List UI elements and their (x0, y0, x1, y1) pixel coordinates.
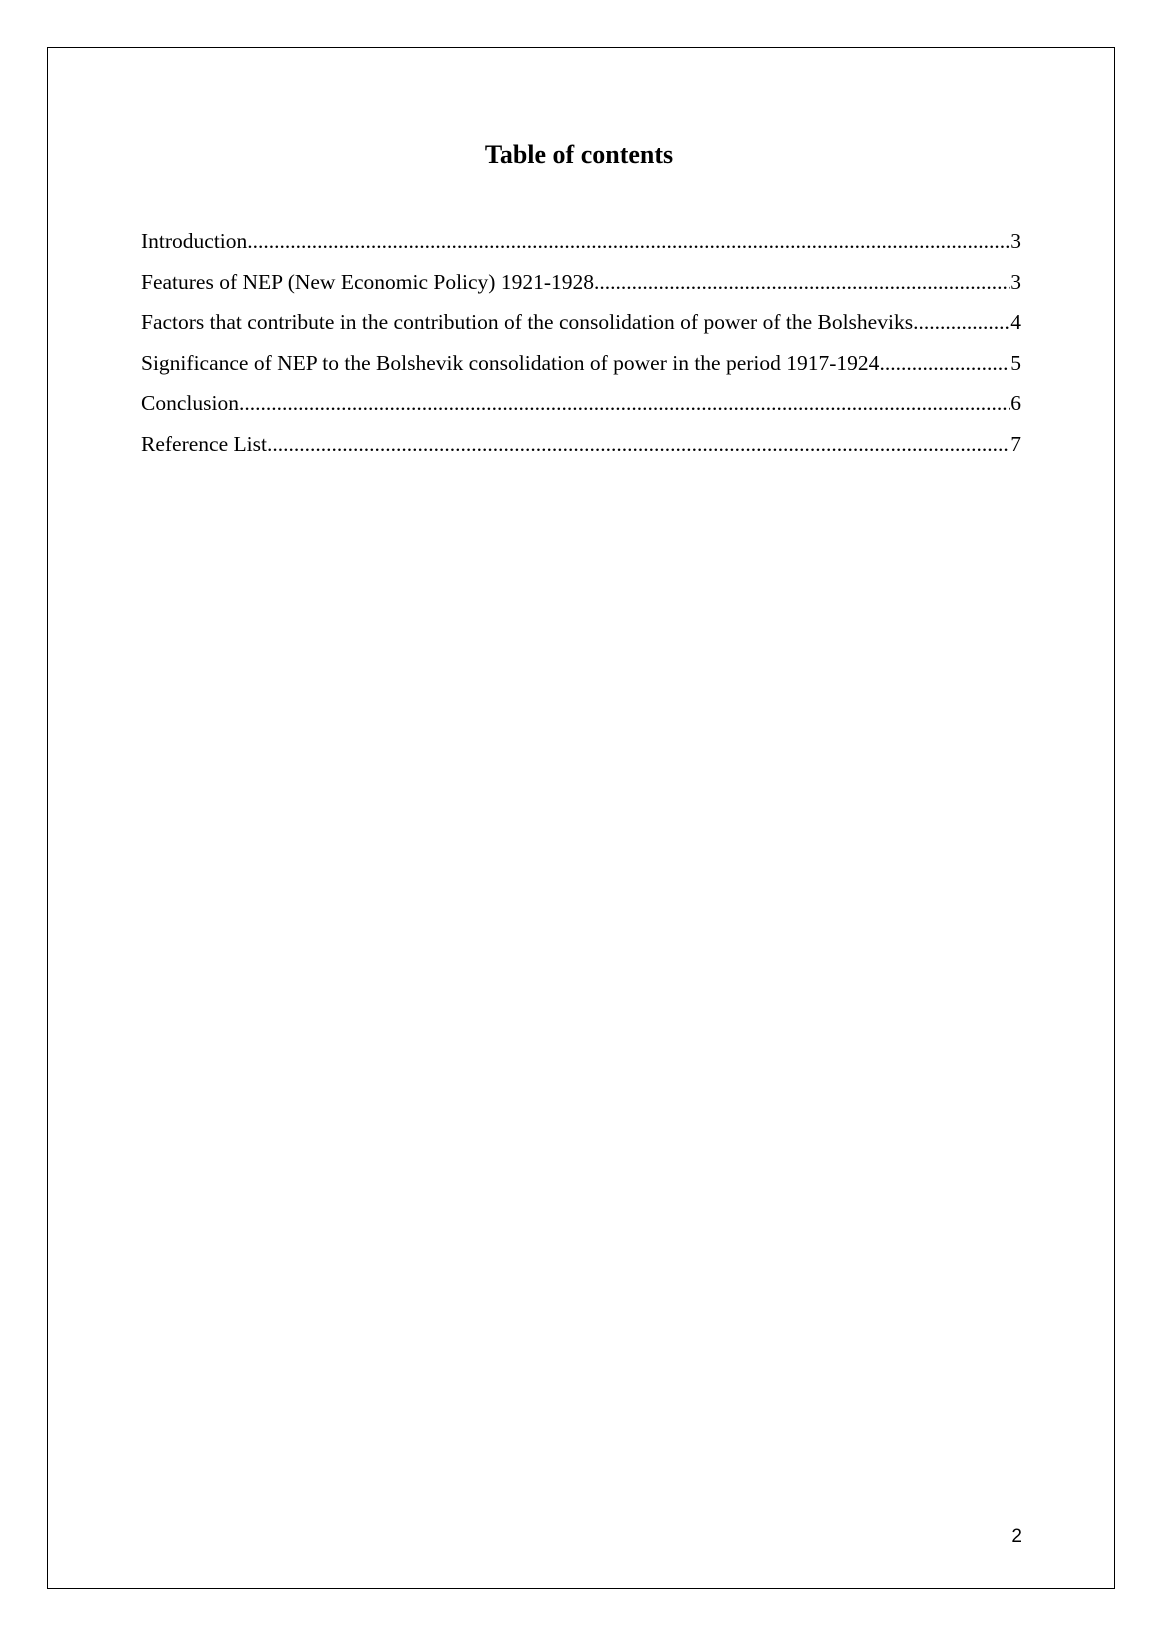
toc-entry-page: 5 (1010, 350, 1021, 375)
toc-entry-label: Significance of NEP to the Bolshevik consolidation of power in the period 1917-1924 (141, 350, 880, 375)
toc-dot-leader (239, 389, 1010, 417)
toc-dot-leader (267, 430, 1010, 458)
toc-dot-leader (247, 227, 1010, 255)
toc-entry-page: 4 (1010, 310, 1021, 334)
toc-entry-label: Features of NEP (New Economic Policy) 1921-1928 (141, 269, 595, 294)
toc-title: Table of contents (484, 140, 674, 169)
toc-entry-features-of-nep[interactable] (141, 268, 1021, 309)
toc-list (141, 227, 1021, 470)
toc-dot-leader (594, 268, 1010, 296)
toc-entry-label: Factors that contribute in the contribution of the consolidation of power of the Bolsheviks (141, 310, 914, 334)
toc-entry-page: 7 (1010, 431, 1021, 456)
toc-entry-page: 6 (1010, 391, 1021, 415)
toc-dot-leader (879, 349, 1010, 377)
toc-entry-label: Introduction (141, 229, 248, 253)
toc-entry-page: 3 (1010, 229, 1021, 253)
toc-entry-significance[interactable] (141, 349, 1021, 390)
toc-entry-page: 3 (1010, 269, 1021, 294)
toc-entry-introduction[interactable] (141, 227, 1021, 268)
toc-dot-leader (913, 308, 1010, 336)
toc-entry-conclusion[interactable] (141, 389, 1021, 430)
toc-entry-label: Reference List (141, 431, 267, 456)
toc-entry-factors[interactable] (141, 308, 1021, 349)
toc-entry-label: Conclusion (141, 391, 239, 415)
page-number: 2 (1011, 1526, 1022, 1547)
toc-entry-reference-list[interactable] (141, 430, 1021, 471)
